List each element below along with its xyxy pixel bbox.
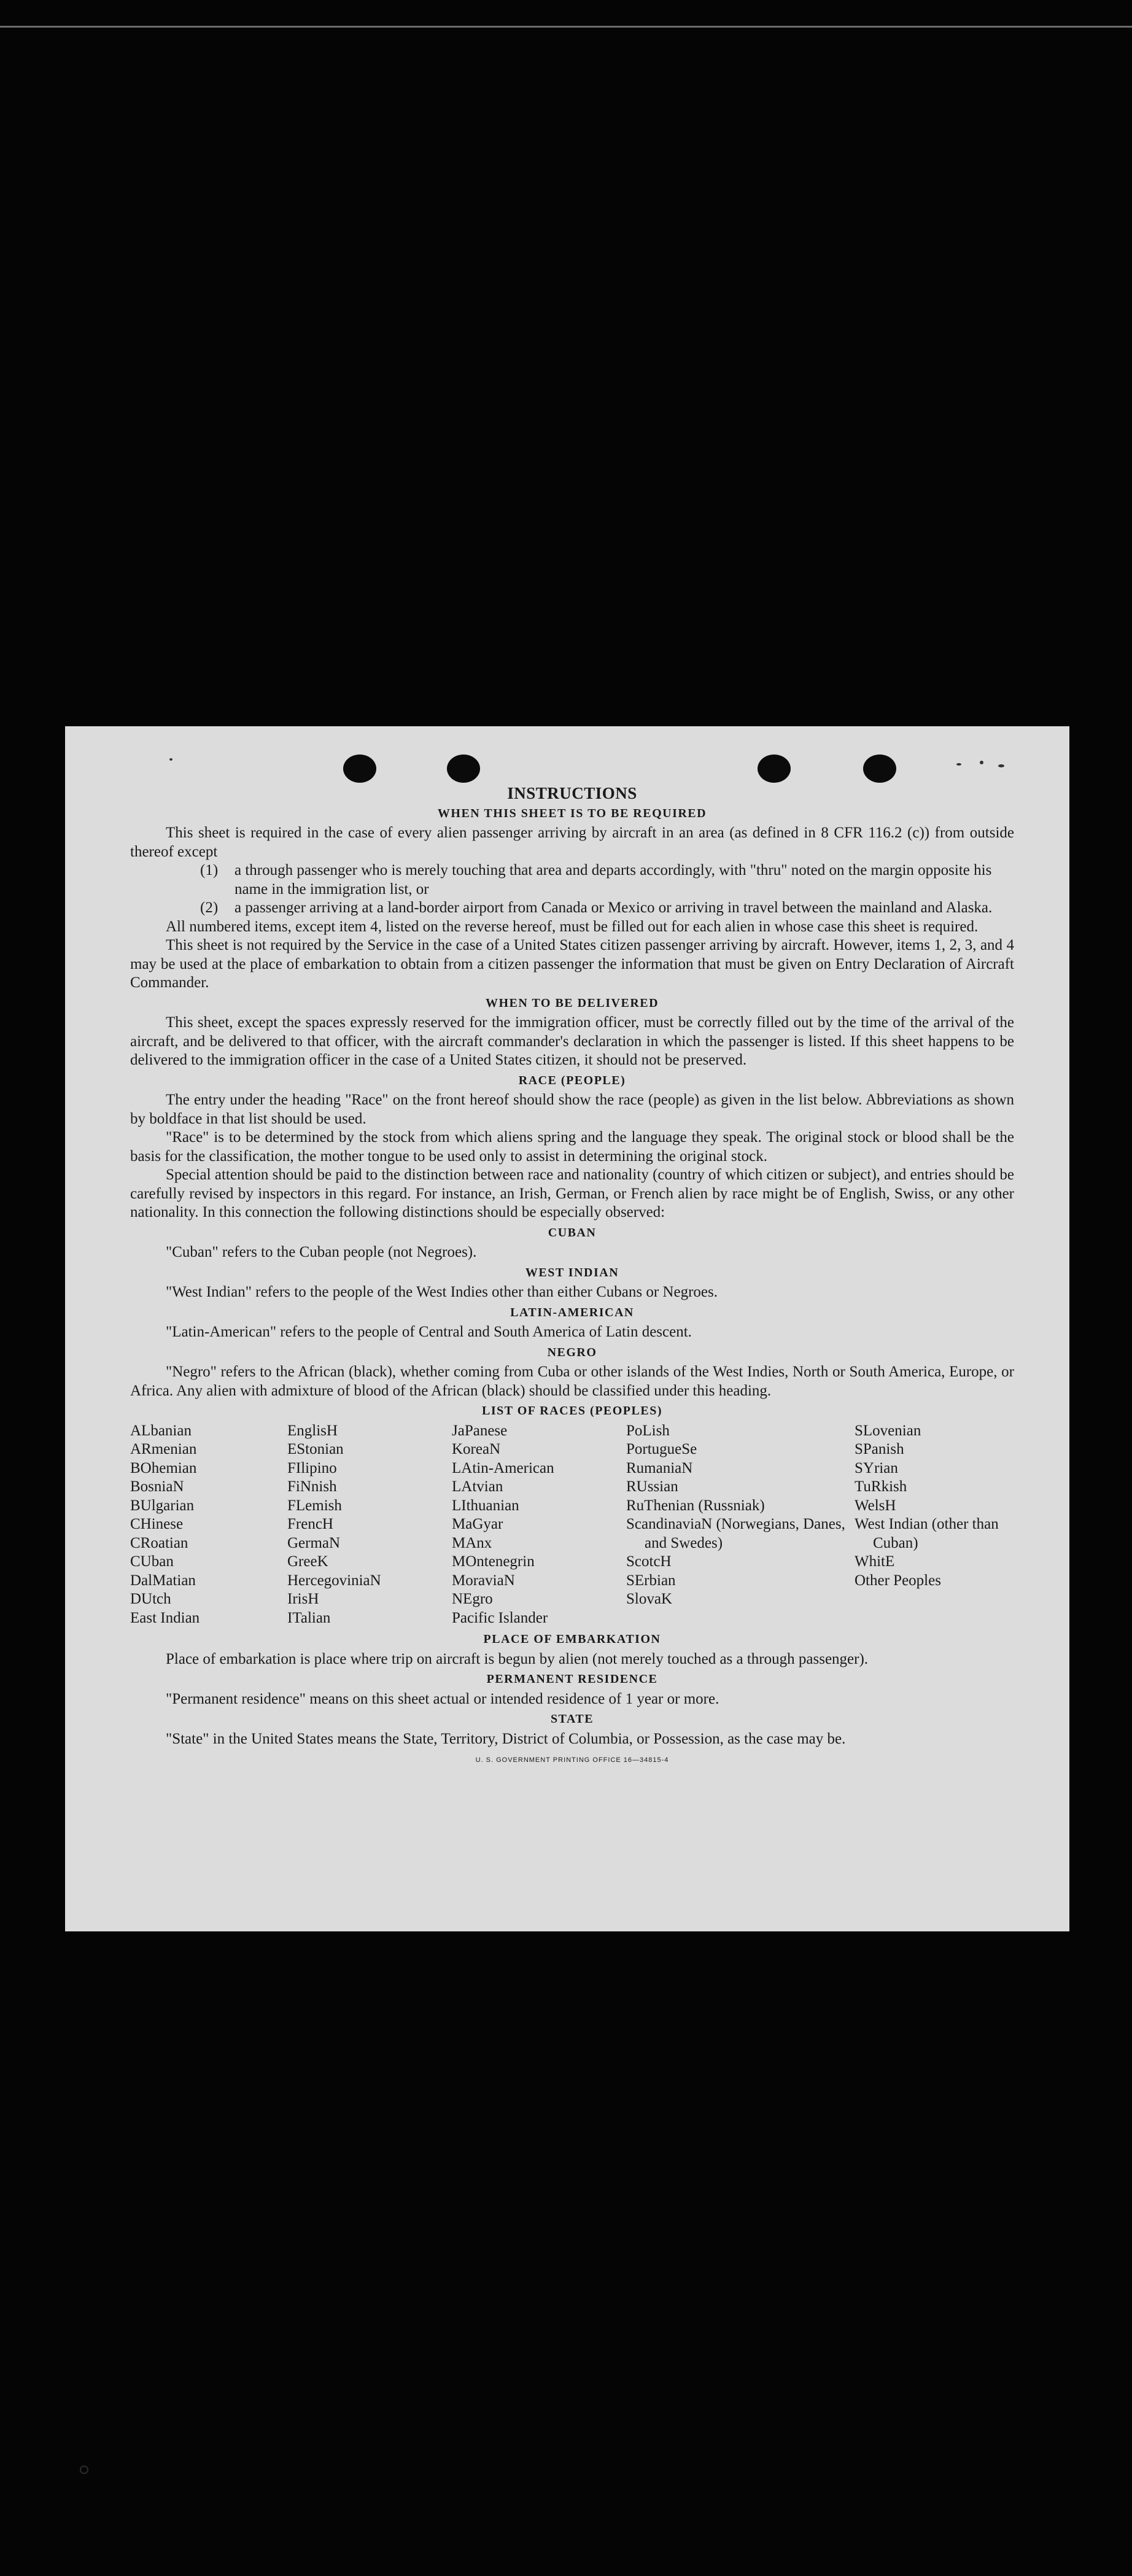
race-entry: ARmenian: [130, 1441, 197, 1457]
punch-hole: [863, 755, 896, 783]
race-entry: RUssian: [626, 1478, 678, 1495]
race-entry: NEgro: [452, 1591, 493, 1607]
race-entry: MOntenegrin: [452, 1553, 535, 1570]
section-heading: PERMANENT RESIDENCE: [486, 1672, 658, 1686]
race-entry: WelsH: [855, 1497, 896, 1514]
race-entry: West Indian (other than Cuban): [855, 1516, 999, 1551]
section-heading: LIST OF RACES (PEOPLES): [481, 1404, 662, 1418]
paragraph: Special attention should be paid to the distinction between race and nationality (country of which citizen or subject), and entries should be carefully revised by inspectors in this regard. For instance, an Irish, German, or French alien by race might be of English, Swiss, or any other nationality. In this connection the following distinctions should be especially observed:: [130, 1166, 1014, 1220]
ink-speck: [998, 764, 1004, 767]
race-entry: SYrian: [855, 1459, 898, 1476]
race-entry: RuThenian (Russniak): [626, 1497, 765, 1514]
race-entry: HercegoviniaN: [287, 1572, 381, 1589]
item-text: a through passenger who is merely touching that area and departs accordingly, with "thru" noted on the margin opposite his name in the immigration list, or: [235, 862, 992, 898]
paragraph: Place of embarkation is place where trip on aircraft is begun by alien (not merely touched as a through passenger).: [166, 1650, 869, 1667]
section-heading: RACE (PEOPLE): [518, 1073, 626, 1087]
race-entry: LAtvian: [452, 1478, 503, 1495]
race-entry: Pacific Islander: [452, 1609, 548, 1626]
race-entry: CHinese: [130, 1516, 184, 1532]
race-entry: SPanish: [855, 1441, 904, 1457]
race-entry: DalMatian: [130, 1572, 196, 1589]
race-entry: CUban: [130, 1553, 174, 1570]
race-entry: IrisH: [287, 1591, 319, 1607]
races-column: [855, 1422, 1014, 1628]
race-entry: ALbanian: [130, 1422, 192, 1439]
race-entry: RumaniaN: [626, 1459, 693, 1476]
race-entry: FIlipino: [287, 1459, 337, 1476]
paragraph: "Latin-American" refers to the people of Central and South America of Latin descent.: [166, 1324, 692, 1340]
race-entry: WhitE: [855, 1553, 895, 1570]
section-heading: PLACE OF EMBARKATION: [483, 1632, 661, 1646]
paragraph: "Permanent residence" means on this sheet actual or intended residence of 1 year or more.: [166, 1690, 719, 1707]
race-entry: PortugueSe: [626, 1441, 697, 1457]
printer-imprint: U. S. GOVERNMENT PRINTING OFFICE 16—34815-4: [475, 1756, 669, 1764]
race-entry: MoraviaN: [452, 1572, 515, 1589]
race-entry: FiNnish: [287, 1478, 337, 1495]
paragraph: The entry under the heading "Race" on the front hereof should show the race (people) as given in the list below. Abbreviations as shown by boldface in that list should be used.: [130, 1092, 1014, 1127]
race-entry: CRoatian: [130, 1534, 188, 1551]
ink-speck: [956, 763, 961, 766]
race-entry: GreeK: [287, 1553, 328, 1570]
page-title: INSTRUCTIONS: [507, 784, 637, 802]
list-item: [130, 861, 1014, 899]
race-entry: KoreaN: [452, 1441, 501, 1457]
ink-speck: [980, 761, 983, 764]
race-entry: FLemish: [287, 1497, 342, 1514]
race-entry: MAnx: [452, 1534, 492, 1551]
list-item: [130, 899, 1014, 918]
document-page: [65, 726, 1069, 1931]
section-heading: WEST INDIAN: [525, 1265, 619, 1279]
section-heading: WHEN TO BE DELIVERED: [485, 996, 659, 1010]
paragraph: "West Indian" refers to the people of the West Indies other than either Cubans or Negroes.: [166, 1284, 718, 1300]
item-text: a passenger arriving at a land-border airport from Canada or Mexico or arriving in travel between the mainland and Alaska.: [235, 899, 993, 916]
race-entry: BosniaN: [130, 1478, 184, 1495]
film-mark: [80, 2465, 88, 2474]
section-heading: LATIN-AMERICAN: [510, 1305, 634, 1319]
paragraph: This sheet is not required by the Service in the case of a United States citizen passenger arriving by aircraft. However, items 1, 2, 3, and 4 may be used at the place of embarkation to obtain from a citizen passenger the information that must be given on Entry Declaration of Aircraft Commander.: [130, 937, 1014, 991]
race-entry: EStonian: [287, 1441, 344, 1457]
race-entry: BOhemian: [130, 1459, 197, 1476]
race-entry: EnglisH: [287, 1422, 338, 1439]
race-entry: ITalian: [287, 1609, 331, 1626]
race-entry: ScotcH: [626, 1553, 672, 1570]
races-column: [452, 1422, 626, 1628]
race-entry: LIthuanian: [452, 1497, 519, 1514]
item-number: (1): [200, 862, 219, 879]
race-entry: TuRkish: [855, 1478, 907, 1495]
section-heading: CUBAN: [548, 1225, 597, 1240]
races-column: [287, 1422, 452, 1628]
punch-hole: [447, 755, 480, 783]
race-entry: BUlgarian: [130, 1497, 195, 1514]
section-heading: NEGRO: [547, 1345, 597, 1359]
races-table: [130, 1422, 1014, 1628]
race-entry: FrencH: [287, 1516, 333, 1532]
race-entry: JaPanese: [452, 1422, 508, 1439]
paragraph: This sheet, except the spaces expressly reserved for the immigration officer, must be correctly filled out by the time of the arrival of the aircraft, and be delivered to that officer, with the aircraft commander's declaration in which the passenger is listed. If this sheet happens to be delivered to the immigration officer in the case of a United States citizen, it should not be preserved.: [130, 1014, 1014, 1068]
instructions-content: [130, 784, 1014, 1770]
paragraph: "Negro" refers to the African (black), whether coming from Cuba or other islands of the West Indies, North or South America, Europe, or Africa. Any alien with admixture of blood of the African (black) should be classified under this heading.: [130, 1364, 1014, 1399]
races-column: [130, 1422, 287, 1628]
race-entry: PoLish: [626, 1422, 670, 1439]
race-entry: LAtin-American: [452, 1459, 554, 1476]
paragraph: "State" in the United States means the State, Territory, District of Columbia, or Possession, as the case may be.: [166, 1730, 846, 1747]
race-entry: SErbian: [626, 1572, 676, 1589]
paragraph: "Race" is to be determined by the stock from which aliens spring and the language they speak. The original stock or blood shall be the basis for the classification, the mother tongue to be used only to assist in determining the original stock.: [130, 1129, 1014, 1165]
race-entry: GermaN: [287, 1534, 341, 1551]
races-column: [626, 1422, 855, 1628]
paragraph: "Cuban" refers to the Cuban people (not Negroes).: [166, 1244, 477, 1260]
paragraph: All numbered items, except item 4, listed on the reverse hereof, must be filled out for each alien in whose case this sheet is required.: [166, 918, 979, 935]
race-entry: ScandinaviaN (Norwegians, Danes, and Swedes): [626, 1516, 845, 1551]
ink-speck: [169, 758, 173, 761]
punch-hole: [343, 755, 376, 783]
paragraph: This sheet is required in the case of every alien passenger arriving by aircraft in an area (as defined in 8 CFR 116.2 (c)) from outside thereof except: [130, 824, 1014, 860]
punch-hole: [758, 755, 791, 783]
section-heading: STATE: [550, 1712, 594, 1726]
race-entry: Other Peoples: [855, 1572, 941, 1589]
race-entry: MaGyar: [452, 1516, 503, 1532]
item-number: (2): [200, 899, 219, 916]
race-entry: East Indian: [130, 1609, 200, 1626]
race-entry: DUtch: [130, 1591, 171, 1607]
section-heading: WHEN THIS SHEET IS TO BE REQUIRED: [437, 806, 707, 820]
film-edge-line: [0, 26, 1132, 28]
race-entry: SLovenian: [855, 1422, 921, 1439]
race-entry: SlovaK: [626, 1591, 672, 1607]
